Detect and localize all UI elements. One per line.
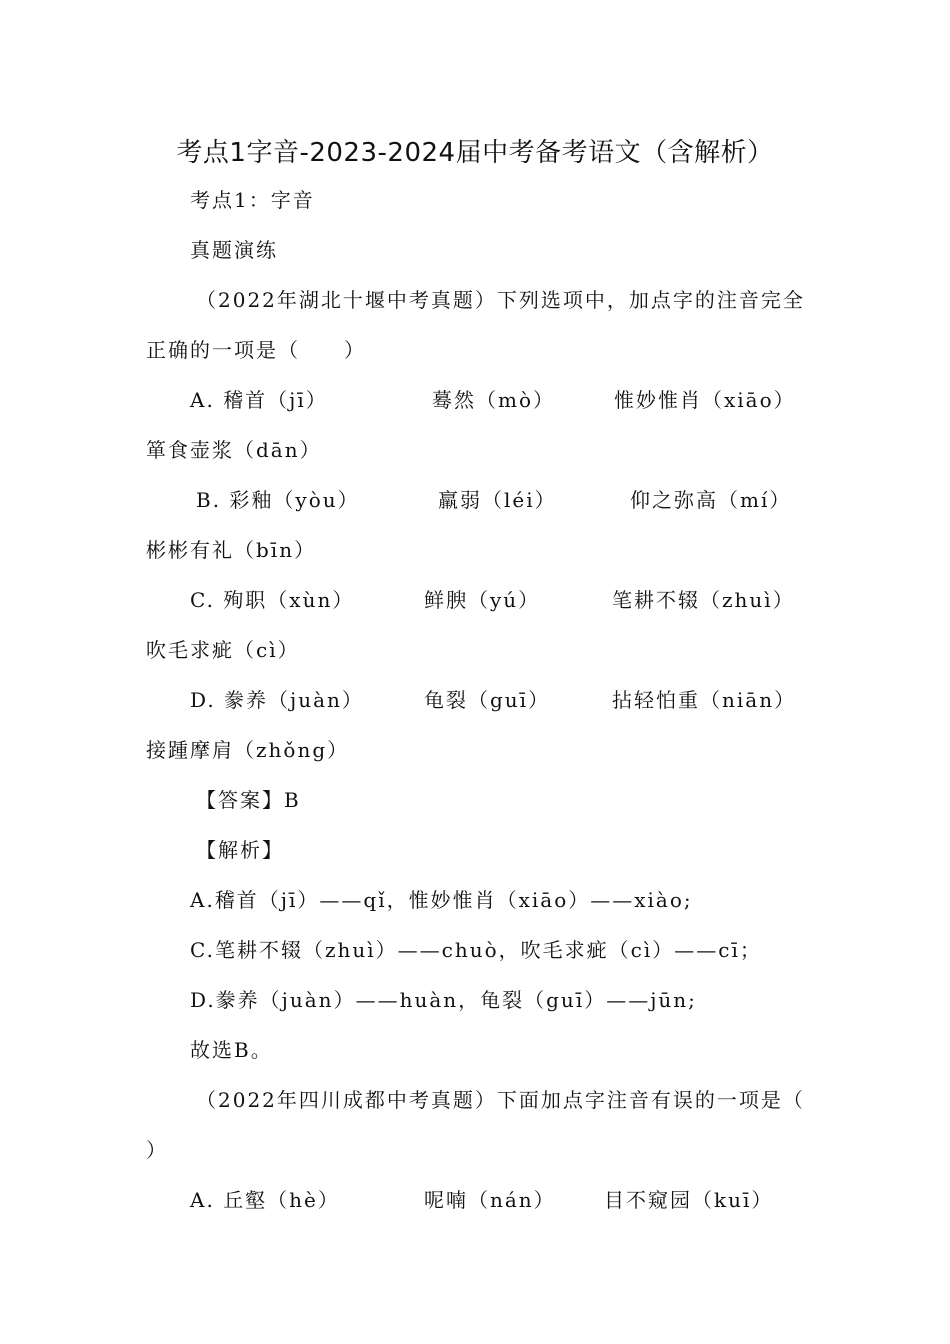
q1-stem-line2: 正确的一项是（ ） — [146, 338, 366, 362]
q2-stem-line1: （2022年四川成都中考真题）下面加点字注音有误的一项是（ — [196, 1088, 805, 1112]
q1-option-d-item3: 拈轻怕重（niān） — [612, 688, 797, 712]
q1-option-b-item4: 彬彬有礼（bīn） — [146, 538, 317, 562]
q1-option-d-item4: 接踵摩肩（zhǒng） — [146, 738, 350, 762]
q1-option-d-item1: D. 豢养（juàn） — [190, 688, 364, 712]
q1-analysis-line2: C.笔耕不辍（zhuì）——chuò，吹毛求疵（cì）——cī； — [190, 938, 762, 962]
q2-option-a-item1: A. 丘壑（hè） — [190, 1188, 340, 1212]
q1-conclusion: 故选B。 — [190, 1038, 273, 1062]
q2-stem-line2: ） — [146, 1138, 168, 1162]
q1-option-b-item3: 仰之弥高（mí） — [630, 488, 792, 512]
subheading: 真题演练 — [190, 238, 278, 262]
q1-option-c-item4: 吹毛求疵（cì） — [146, 638, 300, 662]
q1-analysis-line3: D.豢养（juàn）——huàn，龟裂（guī）——jūn; — [190, 988, 697, 1012]
q1-option-a-item3: 惟妙惟肖（xiāo） — [614, 388, 796, 412]
document-title: 考点1字音-2023-2024届中考备考语文（含解析） — [176, 138, 774, 168]
q1-option-c-item1: C. 殉职（xùn） — [190, 588, 355, 612]
q1-analysis-line1: A.稽首（jī）——qǐ，惟妙惟肖（xiāo）——xiào; — [190, 888, 693, 912]
q1-option-b-item2: 羸弱（léi） — [438, 488, 557, 512]
q1-option-a-item1: A. 稽首（jī） — [190, 388, 328, 412]
q2-option-a-item2: 呢喃（nán） — [424, 1188, 556, 1212]
q1-option-c-item3: 笔耕不辍（zhuì） — [612, 588, 795, 612]
q1-analysis-label: 【解析】 — [196, 838, 284, 862]
q1-option-c-item2: 鲜腴（yú） — [424, 588, 541, 612]
q1-stem-line1: （2022年湖北十堰中考真题）下列选项中，加点字的注音完全 — [196, 288, 805, 312]
q1-option-d-item2: 龟裂（guī） — [424, 688, 551, 712]
q1-option-a-item4: 箪食壶浆（dān） — [146, 438, 322, 462]
q1-option-a-item2: 蓦然（mò） — [432, 388, 556, 412]
q1-answer: 【答案】B — [196, 788, 301, 812]
q1-option-b-item1: B. 彩釉（yòu） — [196, 488, 360, 512]
q2-option-a-item3: 目不窥园（kuī） — [604, 1188, 774, 1212]
section-heading: 考点1：字音 — [190, 188, 315, 212]
